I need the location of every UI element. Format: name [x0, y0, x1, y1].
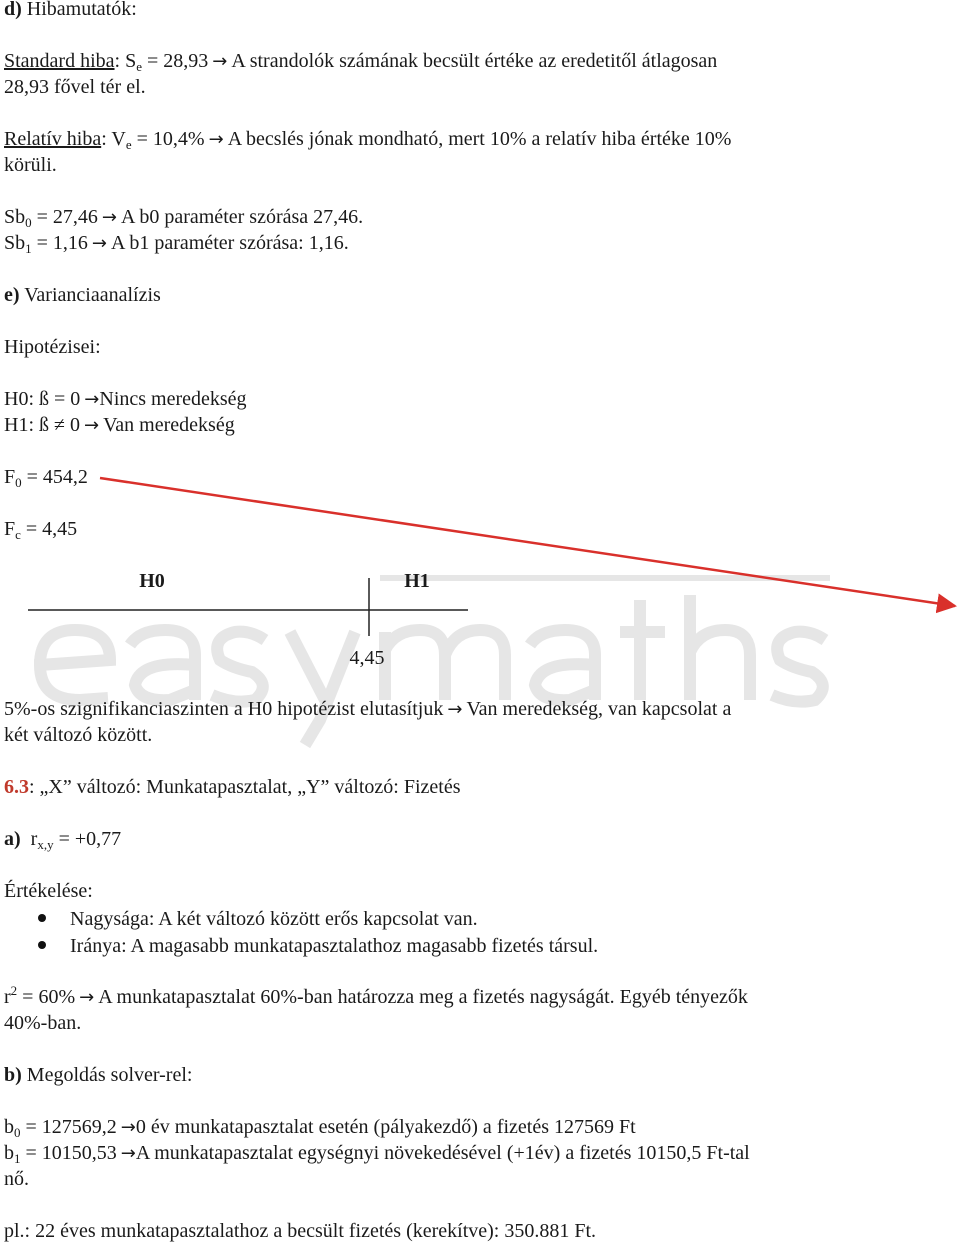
- conclusion-text: 5%-os szignifikanciaszinten a H0 hipotézist elutasítjuk: [4, 698, 444, 720]
- sb0-value: = 27,46: [31, 206, 98, 228]
- evaluation-item: Iránya: A magasabb munkatapasztalathoz magasabb fizetés társul.: [70, 935, 599, 957]
- part-b-title: Megoldás solver-rel:: [26, 1064, 193, 1086]
- r-squared-value: = 60%: [17, 986, 76, 1008]
- sb1-subscript: 1: [25, 241, 32, 256]
- sb1-symbol: Sb: [4, 232, 26, 254]
- h1-statement: H1: ß ≠ 0: [4, 414, 80, 436]
- section-d-title: Hibamutatók:: [26, 0, 137, 20]
- b0-text: 0 év munkatapasztalat esetén (pályakezdő) a fizetés 127569 Ft: [135, 1116, 636, 1138]
- exercise-description: : „X” változó: Munkatapasztalat, „Y” változó: Fizetés: [29, 776, 461, 798]
- standard-error-label: Standard hiba: [4, 50, 115, 72]
- sb0-subscript: 0: [25, 215, 32, 230]
- relative-error-line: Relatív hiba: $V_e = 10,4\% \to A$ becslés jónak mondható, mert 10% a relatív hiba értéke 10%: [4, 128, 732, 152]
- b1-text: A munkatapasztalat egységnyi növekedésével (+1év) a fizetés 10150,5 Ft-tal: [135, 1142, 750, 1164]
- exercise-number: 6.3: [4, 776, 29, 798]
- section-e-label: e): [4, 284, 20, 306]
- right-arrow-icon: →: [447, 699, 463, 720]
- sb0-text: A b0 paraméter szórása 27,46.: [121, 206, 364, 228]
- evaluation-title: Értékelése:: [4, 880, 93, 902]
- h0-text: Nincs meredekség: [99, 388, 247, 410]
- r-squared-text: A munkatapasztalat 60%-ban határozza meg a fizetés nagyságát. Egyéb tényezők: [98, 986, 748, 1008]
- conclusion-line: [4, 696, 731, 723]
- part-a-label: a): [4, 828, 21, 850]
- sb1-text: A b1 paraméter szórása: 1,16.: [111, 232, 349, 254]
- part-b-label: b): [4, 1064, 22, 1086]
- right-arrow-icon: →: [79, 987, 95, 1008]
- standard-error-symbol: S: [125, 50, 137, 72]
- exercise-6-3-heading: [4, 774, 461, 800]
- right-arrow-icon: →: [101, 207, 117, 228]
- b1-text-cont: nő.: [4, 1168, 29, 1190]
- fc-subscript: c: [15, 527, 21, 542]
- r-squared-text-cont: 40%-ban.: [4, 1012, 82, 1034]
- right-arrow-icon: →: [84, 389, 100, 410]
- fc-symbol: F: [4, 518, 16, 540]
- relative-error-subscript: e: [125, 137, 132, 152]
- bullet-icon: [38, 941, 46, 949]
- correlation-subscript: x,y: [37, 837, 54, 852]
- h1-region-label: H1: [404, 570, 430, 592]
- b0-subscript: 0: [14, 1125, 21, 1140]
- h0-region-label: H0: [139, 570, 165, 592]
- section-d-label: d): [4, 0, 22, 20]
- f0-symbol: F: [4, 466, 16, 488]
- hypotheses-title: Hipotézisei:: [4, 336, 101, 358]
- critical-value-label: 4,45: [349, 647, 385, 669]
- right-arrow-icon: →: [208, 129, 224, 150]
- right-arrow-icon: →: [120, 1117, 136, 1138]
- relative-error-label: Relatív hiba: [4, 128, 102, 150]
- conclusion-result: Van meredekség, van kapcsolat a: [466, 698, 732, 720]
- f0-value: = 454,2: [21, 466, 88, 488]
- right-arrow-icon: →: [83, 415, 100, 436]
- b1-subscript: 1: [14, 1151, 21, 1166]
- right-arrow-icon: →: [212, 51, 228, 72]
- relative-error-symbol: V: [111, 128, 126, 150]
- b0-symbol: b: [4, 1116, 14, 1138]
- sb0-symbol: Sb: [4, 206, 26, 228]
- sb1-value: = 1,16: [31, 232, 88, 254]
- example-line: pl.: 22 éves munkatapasztalathoz a becsült fizetés (kerekítve): 350.881 Ft.: [4, 1220, 597, 1242]
- standard-error-text-cont: 28,93 fővel tér el.: [4, 76, 146, 98]
- correlation-symbol: r: [30, 828, 38, 850]
- standard-error-line: Standard hiba: $S_e = 28,93 \to A$ strandolók számának becsült értéke az eredetitől átlagosan: [4, 50, 718, 74]
- evaluation-item: Nagysága: A két változó között erős kapcsolat van.: [70, 908, 478, 930]
- relative-error-text-cont: körüli.: [4, 154, 57, 176]
- part-b-heading: [4, 1062, 192, 1088]
- b1-value: = 10150,53: [20, 1142, 117, 1164]
- h1-text: Van meredekség: [103, 414, 235, 436]
- correlation-value: = +0,77: [53, 828, 122, 850]
- correlation-line: [4, 826, 121, 852]
- right-arrow-icon: →: [91, 233, 107, 254]
- r-squared-symbol: r: [4, 986, 11, 1008]
- section-e-title: Varianciaanalízis: [24, 284, 161, 306]
- conclusion-text-cont: két változó között.: [4, 724, 153, 746]
- relative-error-text: A becslés jónak mondható, mert 10% a relatív hiba értéke 10%: [227, 128, 732, 150]
- b0-line: [4, 1114, 636, 1141]
- right-arrow-icon: →: [120, 1143, 136, 1164]
- r-squared-line: [4, 984, 748, 1011]
- r-squared-superscript: 2: [10, 983, 18, 998]
- h0-statement: H0: ß = 0: [4, 388, 81, 410]
- f0-subscript: 0: [15, 475, 22, 490]
- fc-value: = 4,45: [20, 518, 78, 540]
- bullet-icon: [38, 914, 46, 922]
- standard-error-subscript: e: [136, 59, 142, 74]
- standard-error-value: = 28,93: [142, 50, 209, 72]
- f0-pointer-arrow: [100, 478, 955, 606]
- b0-value: = 127569,2: [20, 1116, 117, 1138]
- standard-error-text: A strandolók számának becsült értéke az eredetitől átlagosan: [231, 50, 718, 72]
- b1-symbol: b: [4, 1142, 14, 1164]
- b1-line: [4, 1140, 750, 1167]
- relative-error-value: = 10,4%: [131, 128, 205, 150]
